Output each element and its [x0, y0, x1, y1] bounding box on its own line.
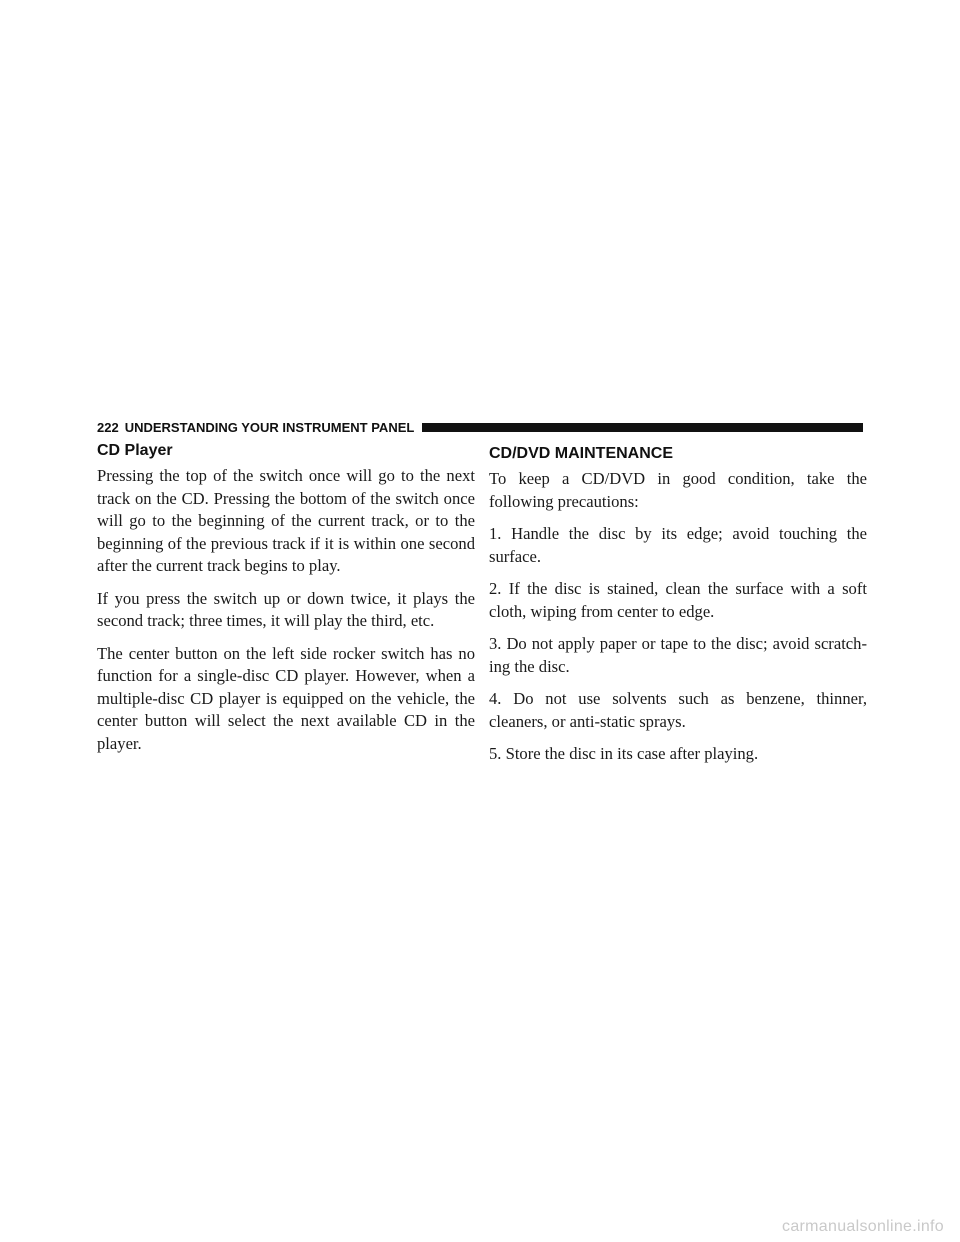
cd-player-heading: CD Player: [97, 442, 173, 459]
paragraph: The center button on the left side rocker switch has no function for a single-disc CD player. However, when a multiple-disc CD player is equipped on the vehicle, the center button will select the next available CD in the player.: [97, 643, 475, 753]
page-header: [97, 418, 863, 436]
paragraph: Pressing the top of the switch once will go to the next track on the CD. Pressing the bottom of the switch once will go to the beginning of the current track, or to the beginning of the previous track if it is within one second after the current track begins to play.: [97, 466, 475, 575]
maintenance-heading: CD/DVD MAINTENANCE: [489, 445, 673, 462]
list-item: 4. Do not use solvents such as benzene, thinner, cleaners, or anti-static sprays.: [489, 689, 867, 731]
watermark: carmanualsonline.info: [782, 1218, 944, 1235]
header-rule: [422, 423, 863, 432]
page-number: 222: [97, 419, 119, 435]
right-column: [489, 441, 867, 776]
section-title: UNDERSTANDING YOUR INSTRUMENT PANEL: [124, 419, 415, 435]
paragraph: If you press the switch up or down twice, it plays the second track; three times, it will play the third, etc.: [97, 588, 475, 630]
list-item: 1. Handle the disc by its edge; avoid touching the surface.: [489, 524, 867, 566]
list-item: 3. Do not apply paper or tape to the disc; avoid scratch-ing the disc.: [489, 634, 867, 676]
list-item: 5. Store the disc in its case after playing.: [489, 744, 759, 763]
list-item: 2. If the disc is stained, clean the surface with a soft cloth, wiping from center to edge.: [489, 579, 867, 621]
intro-paragraph: To keep a CD/DVD in good condition, take the following precautions:: [489, 469, 867, 511]
left-column: [97, 441, 475, 765]
